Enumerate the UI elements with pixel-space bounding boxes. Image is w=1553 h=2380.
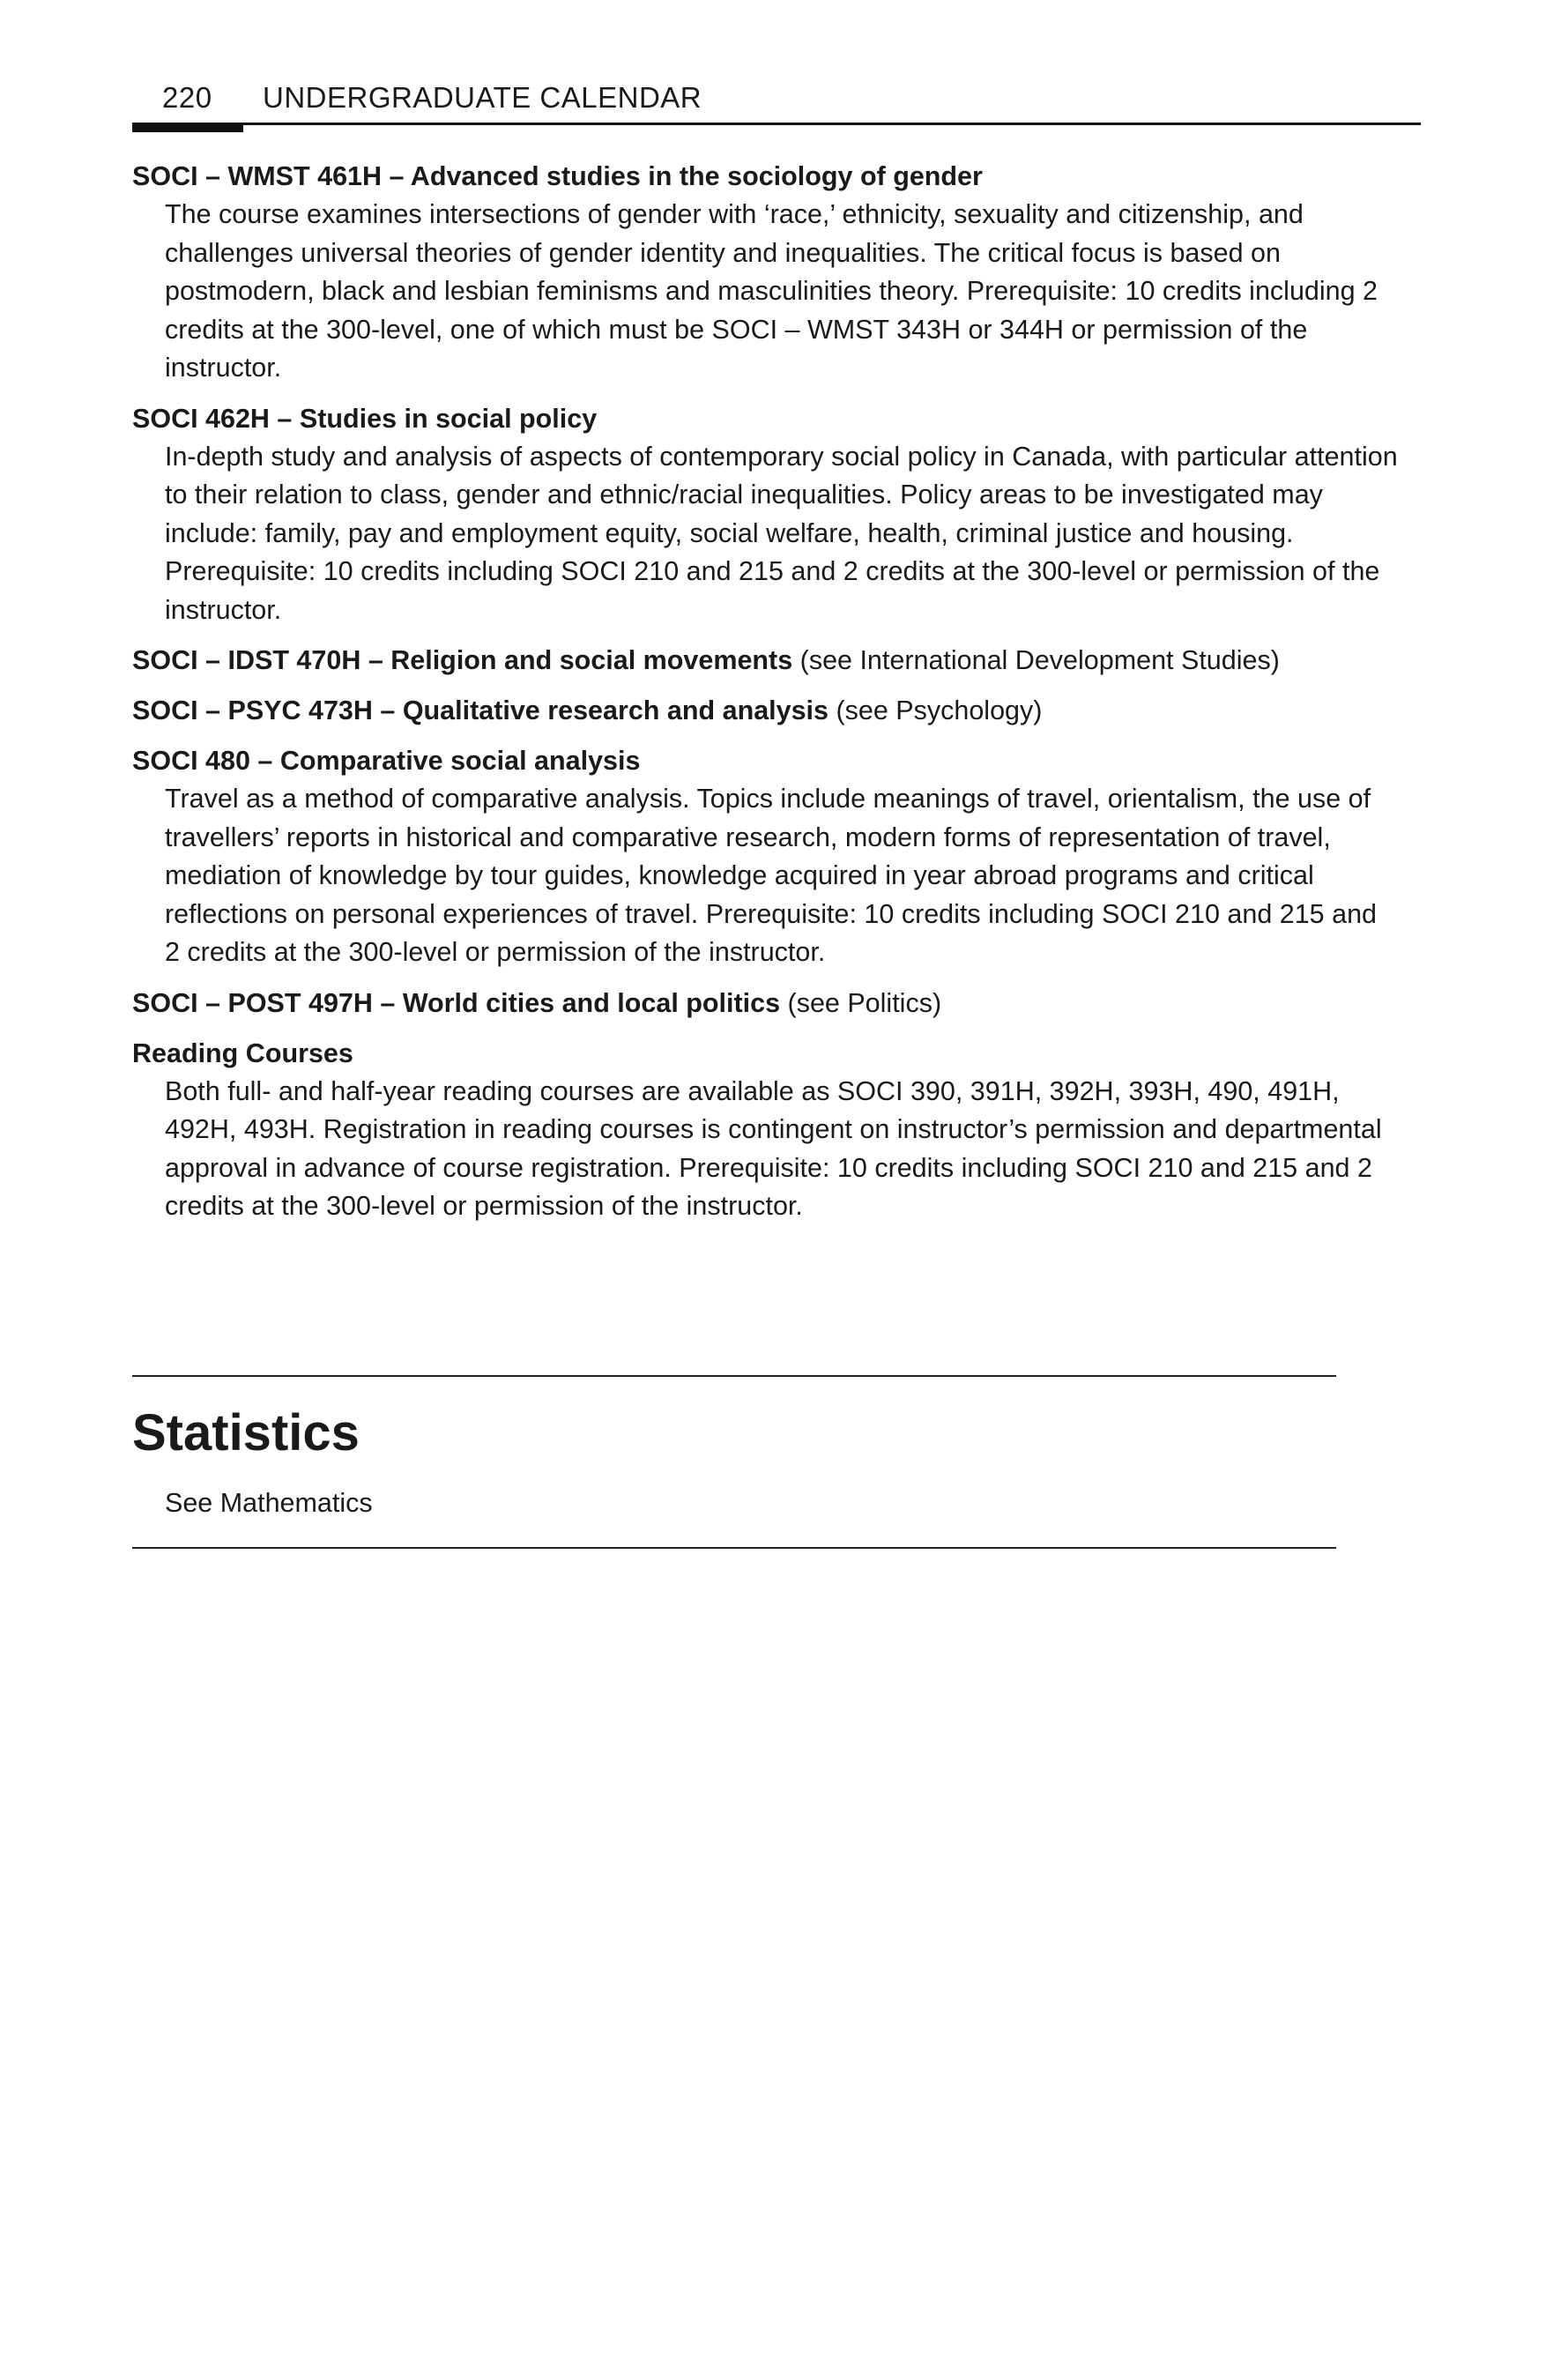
course-entry-soci-post-497h	[132, 984, 1419, 1023]
header-rule	[132, 123, 1421, 125]
course-title-text: SOCI 462H – Studies in social policy	[132, 403, 598, 434]
course-cross-reference: (see Politics)	[787, 987, 942, 1018]
course-description: The course examines intersections of gender with ‘race,’ ethnicity, sexuality and citizenship, and challenges universal theories of gender identity and inequalities. The critical focus is based on postmodern, black and lesbian feminisms and masculinities theory. Prerequisite: 10 credits including 2 credits at the 300-level, one of which must be SOCI – WMST 343H or 344H or permission of the instructor.	[165, 199, 1378, 383]
course-entry-soci-psyc-473h	[132, 691, 1419, 730]
course-title-text: SOCI – IDST 470H – Religion and social movements	[132, 645, 793, 675]
course-description: Travel as a method of comparative analysis. Topics include meanings of travel, orientalism, the use of travellers’ reports in historical and comparative research, modern forms of representation of travel, mediation of knowledge by tour guides, knowledge acquired in year abroad programs and critical reflections on personal experiences of travel. Prerequisite: 10 credits including SOCI 210 and 215 and 2 credits at the 300-level or permission of the instructor.	[165, 784, 1378, 967]
course-entry-soci-idst-470h	[132, 641, 1419, 680]
course-title	[132, 641, 1419, 680]
header-tab-block	[132, 123, 243, 132]
course-title-text: SOCI – WMST 461H – Advanced studies in the sociology of gender	[132, 161, 983, 191]
course-description: Both full- and half-year reading courses are available as SOCI 390, 391H, 392H, 393H, 490, 491H, 492H, 493H. Registration in reading courses is contingent on instructor’s permission and departmental approval in advance of course registration. Prerequisite: 10 credits including SOCI 210 and 215 and 2 credits at the 300-level or permission of the instructor.	[165, 1075, 1382, 1221]
course-list	[132, 157, 1419, 1238]
course-title-text: SOCI – POST 497H – World cities and local politics	[132, 987, 781, 1018]
section-rule-top	[132, 1375, 1336, 1377]
course-title	[132, 1034, 1419, 1073]
course-title	[132, 984, 1419, 1023]
page-number: 220	[162, 81, 212, 114]
course-cross-reference: (see International Development Studies)	[799, 645, 1280, 675]
course-entry-soci-462h	[132, 399, 1419, 630]
course-entry-soci-wmst-461h	[132, 157, 1419, 388]
course-title	[132, 399, 1419, 438]
section-title: Statistics	[132, 1404, 360, 1461]
course-title-text: SOCI – PSYC 473H – Qualitative research and analysis	[132, 695, 829, 725]
section-rule-bottom	[132, 1547, 1336, 1549]
course-title	[132, 691, 1419, 730]
running-title: UNDERGRADUATE CALENDAR	[263, 81, 702, 114]
course-title-text: SOCI 480 – Comparative social analysis	[132, 746, 641, 776]
course-title	[132, 157, 1419, 196]
section-cross-reference: See Mathematics	[165, 1488, 373, 1518]
page-header	[132, 79, 1421, 132]
course-description: In-depth study and analysis of aspects of contemporary social policy in Canada, with particular attention to their relation to class, gender and ethnic/racial inequalities. Policy areas to be investigated may include: family, pay and employment equity, social welfare, health, criminal justice and housing. Prerequisite: 10 credits including SOCI 210 and 215 and 2 credits at the 300-level or permission of the instructor.	[165, 441, 1398, 625]
course-cross-reference: (see Psychology)	[836, 695, 1043, 725]
course-title-text: Reading Courses	[132, 1038, 353, 1068]
course-entry-soci-480	[132, 741, 1419, 972]
course-entry-reading-courses	[132, 1034, 1419, 1226]
course-title	[132, 741, 1419, 780]
